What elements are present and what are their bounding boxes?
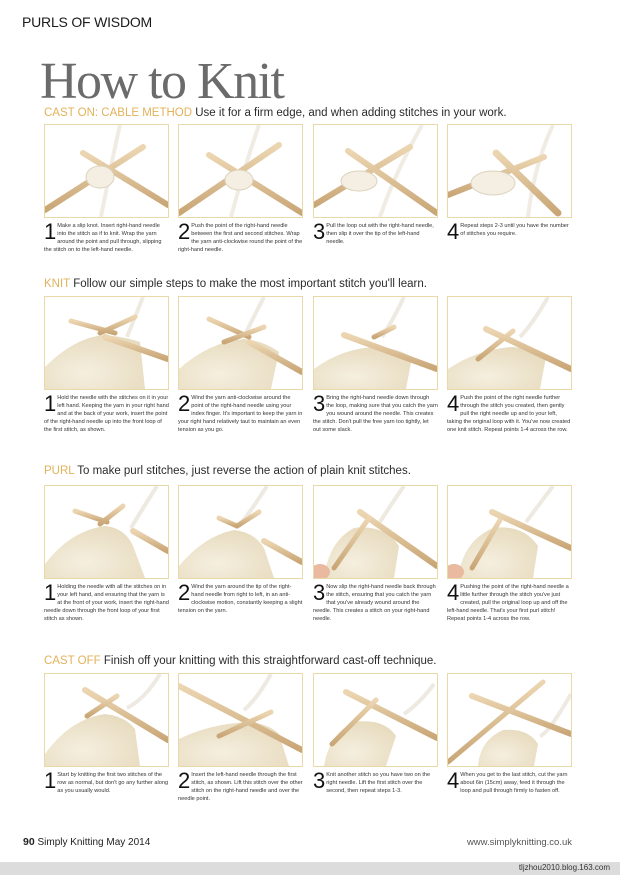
step-card xyxy=(447,673,572,795)
step-number: 1 xyxy=(44,580,57,605)
step-illustration xyxy=(178,485,303,579)
step-text: Wind the yarn around the tip of the right-hand needle from right to left, in an anti-clockwise motion, constantly keeping a slight tension on the yarn. xyxy=(178,584,303,614)
knitting-fabric-icon xyxy=(45,674,168,766)
section-heading-cast-on xyxy=(44,107,507,119)
step-illustration xyxy=(447,296,572,390)
step-card xyxy=(447,124,572,244)
step-caption xyxy=(44,580,169,623)
step-number: 3 xyxy=(313,768,326,793)
step-caption xyxy=(44,768,169,795)
step-text: Make a slip knot. Insert right-hand needle into the stitch as if to knit. Wrap the yarn around the point and pull through, slipping the stitch on to the left-hand needle. xyxy=(44,223,162,253)
watermark-text: tljzhou2010.blog.163.com xyxy=(518,863,610,872)
step-card xyxy=(178,296,303,434)
step-number: 4 xyxy=(447,768,460,793)
step-text: Pull the loop out with the right-hand needle, then slip it over the tip of the left-hand needle. xyxy=(326,223,434,245)
step-card xyxy=(447,485,572,623)
step-illustration xyxy=(44,485,169,579)
step-caption xyxy=(447,391,572,434)
page-number: 90 xyxy=(23,836,35,848)
step-number: 1 xyxy=(44,391,57,416)
step-number: 4 xyxy=(447,580,460,605)
section-heading-knit xyxy=(44,278,427,290)
step-number: 2 xyxy=(178,391,191,416)
step-illustration xyxy=(44,296,169,390)
step-caption xyxy=(178,391,303,434)
step-card xyxy=(44,124,169,254)
website-link[interactable]: www.simplyknitting.co.uk xyxy=(466,837,572,848)
knitting-needles-icon xyxy=(448,125,571,217)
section-heading-purl xyxy=(44,465,411,477)
section-label: KNIT xyxy=(44,278,70,290)
knitting-fabric-icon xyxy=(448,297,571,389)
step-text: Push the point of the right-hand needle between the first and second stitches. Wrap the yarn anti-clockwise round the point of the right-hand needle. xyxy=(178,223,303,253)
step-illustration xyxy=(447,673,572,767)
step-caption xyxy=(178,219,303,254)
step-text: Pushing the point of the right-hand needle a little further through the stitch you've just created, pull the original loop up and off the left-hand needle. That's your first purl stitch! Repeat points 1-4 across the row. xyxy=(447,584,569,622)
section-intro: Use it for a firm edge, and when adding stitches in your work. xyxy=(195,107,507,119)
step-card xyxy=(178,485,303,615)
step-caption xyxy=(313,768,438,795)
knitting-fabric-icon xyxy=(45,486,168,578)
step-card xyxy=(44,296,169,434)
step-caption xyxy=(44,391,169,434)
step-card xyxy=(44,673,169,795)
step-number: 2 xyxy=(178,219,191,244)
knitting-fabric-icon xyxy=(314,297,437,389)
step-illustration xyxy=(44,124,169,218)
step-card xyxy=(44,485,169,623)
step-illustration xyxy=(313,485,438,579)
step-text: When you get to the last stitch, cut the yarn about 6in (15cm) away, feed it through the loop and pull through firmly to fasten off. xyxy=(460,772,568,794)
step-text: Start by knitting the first two stitches of the row as normal, but don't go any further along as you usually would. xyxy=(57,772,169,794)
step-illustration xyxy=(447,485,572,579)
step-number: 2 xyxy=(178,580,191,605)
step-illustration xyxy=(313,673,438,767)
step-card xyxy=(447,296,572,434)
step-caption xyxy=(178,768,303,803)
knitting-fabric-icon xyxy=(448,674,571,766)
step-card xyxy=(178,124,303,254)
step-text: Insert the left-hand needle through the first stitch, as shown. Lift this stitch over the other stitch on the right-hand needle and over the needle point. xyxy=(178,772,303,802)
step-illustration xyxy=(178,296,303,390)
step-card xyxy=(313,485,438,623)
step-caption xyxy=(447,580,572,623)
step-illustration xyxy=(178,124,303,218)
step-caption xyxy=(447,768,572,795)
knitting-fabric-icon xyxy=(448,486,571,578)
step-card xyxy=(178,673,303,803)
page-title: How to Knit xyxy=(40,53,284,110)
footer-folio xyxy=(23,836,150,848)
knitting-fabric-icon xyxy=(179,674,302,766)
step-illustration xyxy=(313,124,438,218)
section-intro: Finish off your knitting with this straightforward cast-off technique. xyxy=(103,655,437,667)
knitting-fabric-icon xyxy=(179,297,302,389)
step-text: Repeat steps 2-3 until you have the number of stitches you require. xyxy=(460,223,569,237)
knitting-needles-icon xyxy=(179,125,302,217)
section-heading-cast-off xyxy=(44,655,436,667)
step-number: 1 xyxy=(44,768,57,793)
section-kicker: PURLS OF WISDOM xyxy=(22,14,153,30)
step-illustration xyxy=(44,673,169,767)
section-intro: To make purl stitches, just reverse the action of plain knit stitches. xyxy=(77,465,411,477)
step-caption xyxy=(44,219,169,254)
step-number: 3 xyxy=(313,580,326,605)
step-number: 2 xyxy=(178,768,191,793)
knitting-fabric-icon xyxy=(314,486,437,578)
section-intro: Follow our simple steps to make the most important stitch you'll learn. xyxy=(73,278,427,290)
knitting-fabric-icon xyxy=(45,297,168,389)
step-card xyxy=(313,124,438,246)
step-caption xyxy=(313,219,438,246)
step-number: 3 xyxy=(313,219,326,244)
step-text: Push the point of the right needle further through the stitch you created, then gently pull the right needle up and to your left, taking the original loop with it. You've now created one knit stitch. Repeat points 1-4 across the row. xyxy=(447,395,571,433)
section-label: CAST ON: CABLE METHOD xyxy=(44,107,193,119)
knitting-fabric-icon xyxy=(314,674,437,766)
step-text: Hold the needle with the stitches on it in your left hand. Keeping the yarn in your right hand and at the back of your work, insert the point of the right-hand needle up into the front loop of the first stitch, as shown. xyxy=(44,395,169,433)
step-caption xyxy=(447,219,572,244)
knitting-needles-icon xyxy=(314,125,437,217)
step-caption xyxy=(313,391,438,434)
step-text: Bring the right-hand needle down through the loop, making sure that you catch the yarn you wound around the needle. This creates the stitch. Don't pull the free yarn too tightly, let out some slack. xyxy=(313,395,438,433)
step-text: Holding the needle with all the stitches on in your left hand, and ensuring that the yarn is at the front of your work, insert the right-hand needle down through the front loop of your first stitch as shown. xyxy=(44,584,169,622)
step-text: Now slip the right-hand needle back through the stitch, ensuring that you catch the yarn that you've already wound around the needle. This creates a stitch on your right-hand needle. xyxy=(313,584,436,622)
publication-name: Simply Knitting May 2014 xyxy=(37,837,151,848)
step-caption xyxy=(313,580,438,623)
section-label: CAST OFF xyxy=(44,655,101,667)
knitting-needles-icon xyxy=(45,125,168,217)
step-number: 4 xyxy=(447,391,460,416)
step-number: 4 xyxy=(447,219,460,244)
step-illustration xyxy=(313,296,438,390)
step-text: Knit another stitch so you have two on the right needle. Lift the first stitch over the second, then repeat steps 1-3. xyxy=(326,772,431,794)
knitting-fabric-icon xyxy=(179,486,302,578)
step-illustration xyxy=(178,673,303,767)
step-caption xyxy=(178,580,303,615)
step-card xyxy=(313,296,438,434)
section-label: PURL xyxy=(44,465,75,477)
step-card xyxy=(313,673,438,795)
step-number: 1 xyxy=(44,219,57,244)
step-illustration xyxy=(447,124,572,218)
step-number: 3 xyxy=(313,391,326,416)
step-text: Wind the yarn anti-clockwise around the point of the right-hand needle using your index finger. It's important to keep the yarn in your right hand relatively taut to maintain an even tension as you go. xyxy=(178,395,303,433)
